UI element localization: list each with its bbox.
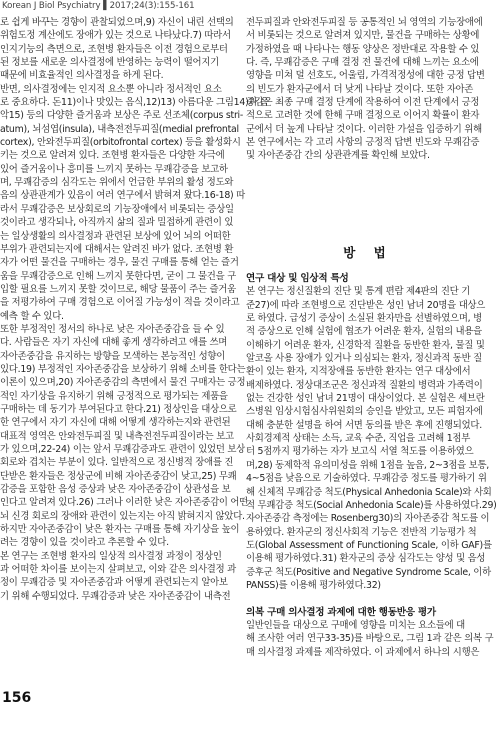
text-line: cortex), 안와전두피질(orbitofrontal cortex) 등을 활성화시 (0, 137, 241, 149)
text-line: 4~5점을 낮음으로 기술하였다. 무쾌감증 정도를 평가하기 위 (246, 473, 487, 485)
text-line: 뇌 신경 회로의 장애와 관련이 있는지는 아직 밝혀지지 않았다. (0, 510, 245, 522)
text-line: 인다고 알려져 있다.26) 그러나 이러한 낮은 자아존중감이 어떤 (0, 497, 249, 509)
text-line: 대해 충분한 설명을 하여 서면 동의를 받은 후에 진행되었다. (246, 419, 482, 431)
text-line: 회로와 겹치는 부분이 있다. 일반적으로 정신병적 장애를 진 (0, 457, 234, 469)
text-line: 적 무쾌감증 척도(Social Anhedonia Scale)를 사용하였다.29) (246, 499, 497, 511)
text-line: 구매하는 데 동기가 부여된다고 한다.21) 정상인을 대상으로 (0, 403, 237, 415)
text-line: 자가 어떤 물건을 구매하는 경우, 물건 구매를 통해 얻는 즐거 (0, 257, 239, 269)
text-line: PANSS)를 이용해 평가하였다.32) (246, 579, 381, 591)
text-line: 된 정보를 새로운 의사결정에 반영하는 능력이 떨어지기 (0, 57, 219, 69)
text-line: 적 증상으로 인해 실험에 협조가 어려운 환자, 실험의 내용을 (246, 326, 482, 338)
text-line: 때문에 비효율적인 의사결정을 하게 된다. (0, 70, 164, 82)
text-line: 알코올 사용 장애가 있거나 의심되는 환자, 정신과적 동반 질 (246, 353, 482, 365)
section-title-methods: 방 법 (343, 245, 393, 260)
text-line: 군에서 더 높게 나타날 것이다. 이러한 가설을 입증하기 위해 (246, 123, 482, 135)
text-line: 본 연구에서는 각 고리 사항의 긍정적 답변 빈도와 무쾌감증 (246, 137, 480, 149)
text-line: 연구 대상 및 임상적 특성 (246, 273, 349, 284)
text-line: 이론이 있으며,20) 자아존중감의 측면에서 물건 구매자는 긍정 (0, 377, 246, 389)
text-line: 있다.19) 부정적인 자아존중감을 보상하기 위해 소비를 한다는 (0, 363, 246, 375)
text-line: 매 의사결정 과제를 제작하였다. 이 과제에서 하나의 시행은 (246, 646, 480, 658)
page-number: 156 (2, 690, 32, 706)
text-line: 자아존중감 측정에는 Rosenberg30)의 자아존중감 척도를 이 (246, 513, 490, 525)
text-line: 한 연구에서 자기 자신에 대해 어떻게 생각하는지와 관련된 (0, 417, 231, 429)
text-line: 악15) 등의 다양한 즐거움과 보상은 주로 선조체(corpus stri- (0, 110, 244, 122)
text-line: 해 신체적 무쾌감증 척도(Physical Anhedonia Scale)와 사회 (246, 486, 492, 498)
text-line: 하지만 자아존중감이 낮은 환자는 구매를 통해 자기상을 높이 (0, 524, 240, 536)
text-line: 도(Global Assessment of Functioning Scale, 이하 GAF)를 (246, 539, 492, 551)
text-line: 터 5점까지 평가하는 자가 보고식 서열 척도를 이용하였으 (246, 446, 474, 458)
text-line: 움을 무쾌감증으로 인해 느끼지 못한다면, 굳이 그 물건을 구 (0, 270, 236, 282)
text-line: 라서 무쾌감증은 보상회로의 기능장애에서 비롯되는 증상일 (0, 203, 234, 215)
text-line: 며, 무쾌감증의 심각도는 위에서 언급한 부위의 활성 정도와 (0, 177, 234, 189)
page-header (0, 0, 490, 13)
text-line: 해 조사한 여러 연구33-35)를 바탕으로, 그림 1과 같은 의복 구 (246, 633, 494, 645)
text-line: 정이 무쾌감증 및 자아존중감과 어떻게 관련되는지 알아보 (0, 577, 228, 589)
text-line: 전두피질과 안와전두피질 등 공통적인 뇌 영역의 기능장애에 (246, 17, 483, 28)
text-line: 환이 있는 환자, 지적장애를 동반한 환자는 연구 대상에서 (246, 366, 471, 378)
text-line: 과 어떠한 차이를 보이는지 살펴보고, 이와 같은 의사결정 과 (0, 564, 236, 576)
text-line: 증후군 척도(Positive and Negative Syndrome Scale, 이하 (246, 566, 491, 578)
text-line: 의 빈도가 환자군에서 더 낮게 나타날 것이다. 또한 자아존 (246, 83, 474, 95)
text-line: 의복 구매 의사결정 과제에 대한 행동반응 평가 (246, 606, 436, 618)
text-line: 인지기능의 측면으로, 조현병 환자들은 이전 경험으로부터 (0, 43, 228, 55)
text-line: 일반인들을 대상으로 구매에 영향을 미치는 요소들에 대 (246, 619, 465, 631)
text-line: 입할 필요를 느끼지 못할 것이므로, 해당 물품이 주는 즐거움 (0, 283, 236, 295)
text-line: 배제하였다. 정상대조군은 정신과적 질환의 병력과 가족력이 (246, 379, 483, 391)
text-line: 다. 즉, 무쾌감증은 구매 결정 전 물건에 대해 느끼는 요소에 (246, 57, 479, 69)
text-line: 다. 사람들은 자기 자신에 대해 좋게 생각하려고 애를 쓰며 (0, 337, 228, 349)
left-column (0, 16, 269, 692)
text-line: 로 하였다. 급성기 증상이 소실된 환자만을 선별하였으며, 병 (246, 313, 482, 325)
text-line: 또한 부정적인 정서의 하나로 낮은 자아존중감을 들 수 있 (0, 323, 225, 335)
running-head: Korean J Biol Psychiatry ▌2017;24(3):155-161 (2, 1, 195, 11)
text-line: 영향을 미쳐 덜 선호도, 어울림, 가격적정성에 대한 긍정 답변 (246, 70, 485, 82)
text-line: 본 연구는 조현병 환자의 일상적 의사결정 과정이 정상인 (0, 550, 222, 562)
text-line: 부위가 관련되는지에 대해서는 알려진 바가 없다. 조현병 환 (0, 243, 234, 255)
text-line: 가정하였을 때 나타나는 행동 양상은 정반대로 작용할 수 있 (246, 43, 480, 55)
text-line: 위험도정 계산에도 장애가 있는 것으로 나타났다.7) 따라서 (0, 30, 231, 42)
text-line: 서 비롯되는 것으로 알려져 있지만, 물건을 구매하는 상황에 (246, 30, 480, 42)
text-line: 사회경제적 상태는 소득, 교육 수준, 직업을 고려해 1점부 (246, 433, 471, 445)
text-line: 적인 자기상을 유지하기 위해 긍정적으로 평가되는 제품을 (0, 390, 228, 402)
text-line: 스병원 임상시험심사위원회의 승인을 받았고, 모든 피험자에 (246, 406, 483, 418)
text-line: 대표적 영역은 안와전두피질 및 내측전전두피질이라는 보고 (0, 430, 234, 442)
text-line: 자아존중감을 유지하는 방향을 모색하는 본능적인 성향이 (0, 350, 226, 362)
text-line: 는 일상생활의 의사결정과 관련된 보상에 있어 뇌의 어떠한 (0, 230, 231, 242)
text-line: 적으로 고려한 것에 한해 구매 결정으로 이어지 확률이 환자 (246, 110, 480, 122)
text-line: 며,28) 동제학적 유의미성을 위해 1점을 높음, 2~3점을 보통, (246, 459, 490, 471)
text-line: 용하였다. 환자군의 정신사회적 기능은 전반적 기능평가 척 (246, 526, 477, 538)
text-line: 음의 상관관계가 있음이 여러 연구에서 밝혀져 왔다.16-18) 따 (0, 190, 245, 202)
text-line: 없는 건강한 성인 남녀 21명이 대상이었다. 본 실험은 세브란 (246, 393, 485, 405)
text-line: 본 연구는 정신질환의 진단 및 통계 편람 제4판의 진단 기 (246, 286, 471, 298)
text-line: atum), 뇌섬엽(insula), 내측전전두피질(medial prefrontal (0, 123, 239, 135)
right-column-methods (246, 272, 497, 692)
text-line: 준27)에 따라 조현병으로 진단받은 성인 남녀 20명을 대상으 (246, 299, 486, 311)
text-line: 을 저평가하여 구매 경험으로 이어질 가능성이 적을 것이라고 (0, 297, 240, 309)
text-line (246, 592, 490, 605)
text-line: 반면, 의사결정에는 인지적 요소뿐 아니라 정서적인 요소 (0, 83, 222, 95)
text-line: 로 쉽게 바꾸는 경향이 관찰되었으며,9) 자신이 내린 선택의 (0, 17, 234, 28)
text-line: 기 위해 수행되었다. 무쾌감증과 낮은 자아존중감이 내측전 (0, 590, 231, 602)
text-line: 감증을 포함한 음성 증상과 낮은 자아존중감이 상관성을 보 (0, 484, 231, 496)
text-line: 이용해 평가하였다.31) 환자군의 증상 심각도는 양성 및 음성 (246, 553, 486, 565)
text-line: 것이라고 생각되나, 아직까지 삶의 질과 밀접하게 관련이 있 (0, 217, 234, 229)
text-line: 예측 할 수 있다. (0, 310, 64, 322)
text-line: 이해하기 어려운 환자, 신경학적 질환을 동반한 환자, 물질 및 (246, 339, 485, 351)
text-line: 있어 즐거움이나 흥미를 느끼지 못하는 무쾌감증을 보고하 (0, 163, 228, 175)
text-line: 키는 것으로 알려져 있다. 조현병 환자들은 다양한 자극에 (0, 150, 225, 162)
text-line: 및 자아존중감 간의 상관관계를 확인해 보았다. (246, 150, 430, 162)
text-line: 중감은 최종 구매 결정 단계에 작용하여 이전 단계에서 긍정 (246, 97, 480, 109)
text-line: 로 중요하다. 돈11)이나 맛있는 음식,12)13) 아름다운 그림14)과 음 (0, 97, 269, 109)
text-line: 가 있으며,22-24) 이는 앞서 무쾌감증과도 관련이 있었던 보상 (0, 444, 245, 455)
text-line: 단받은 환자들은 정상군에 비해 자아존중감이 낮고,25) 무쾌 (0, 470, 237, 482)
text-line: 려는 경향이 있을 것이라고 추론할 수 있다. (0, 537, 169, 549)
